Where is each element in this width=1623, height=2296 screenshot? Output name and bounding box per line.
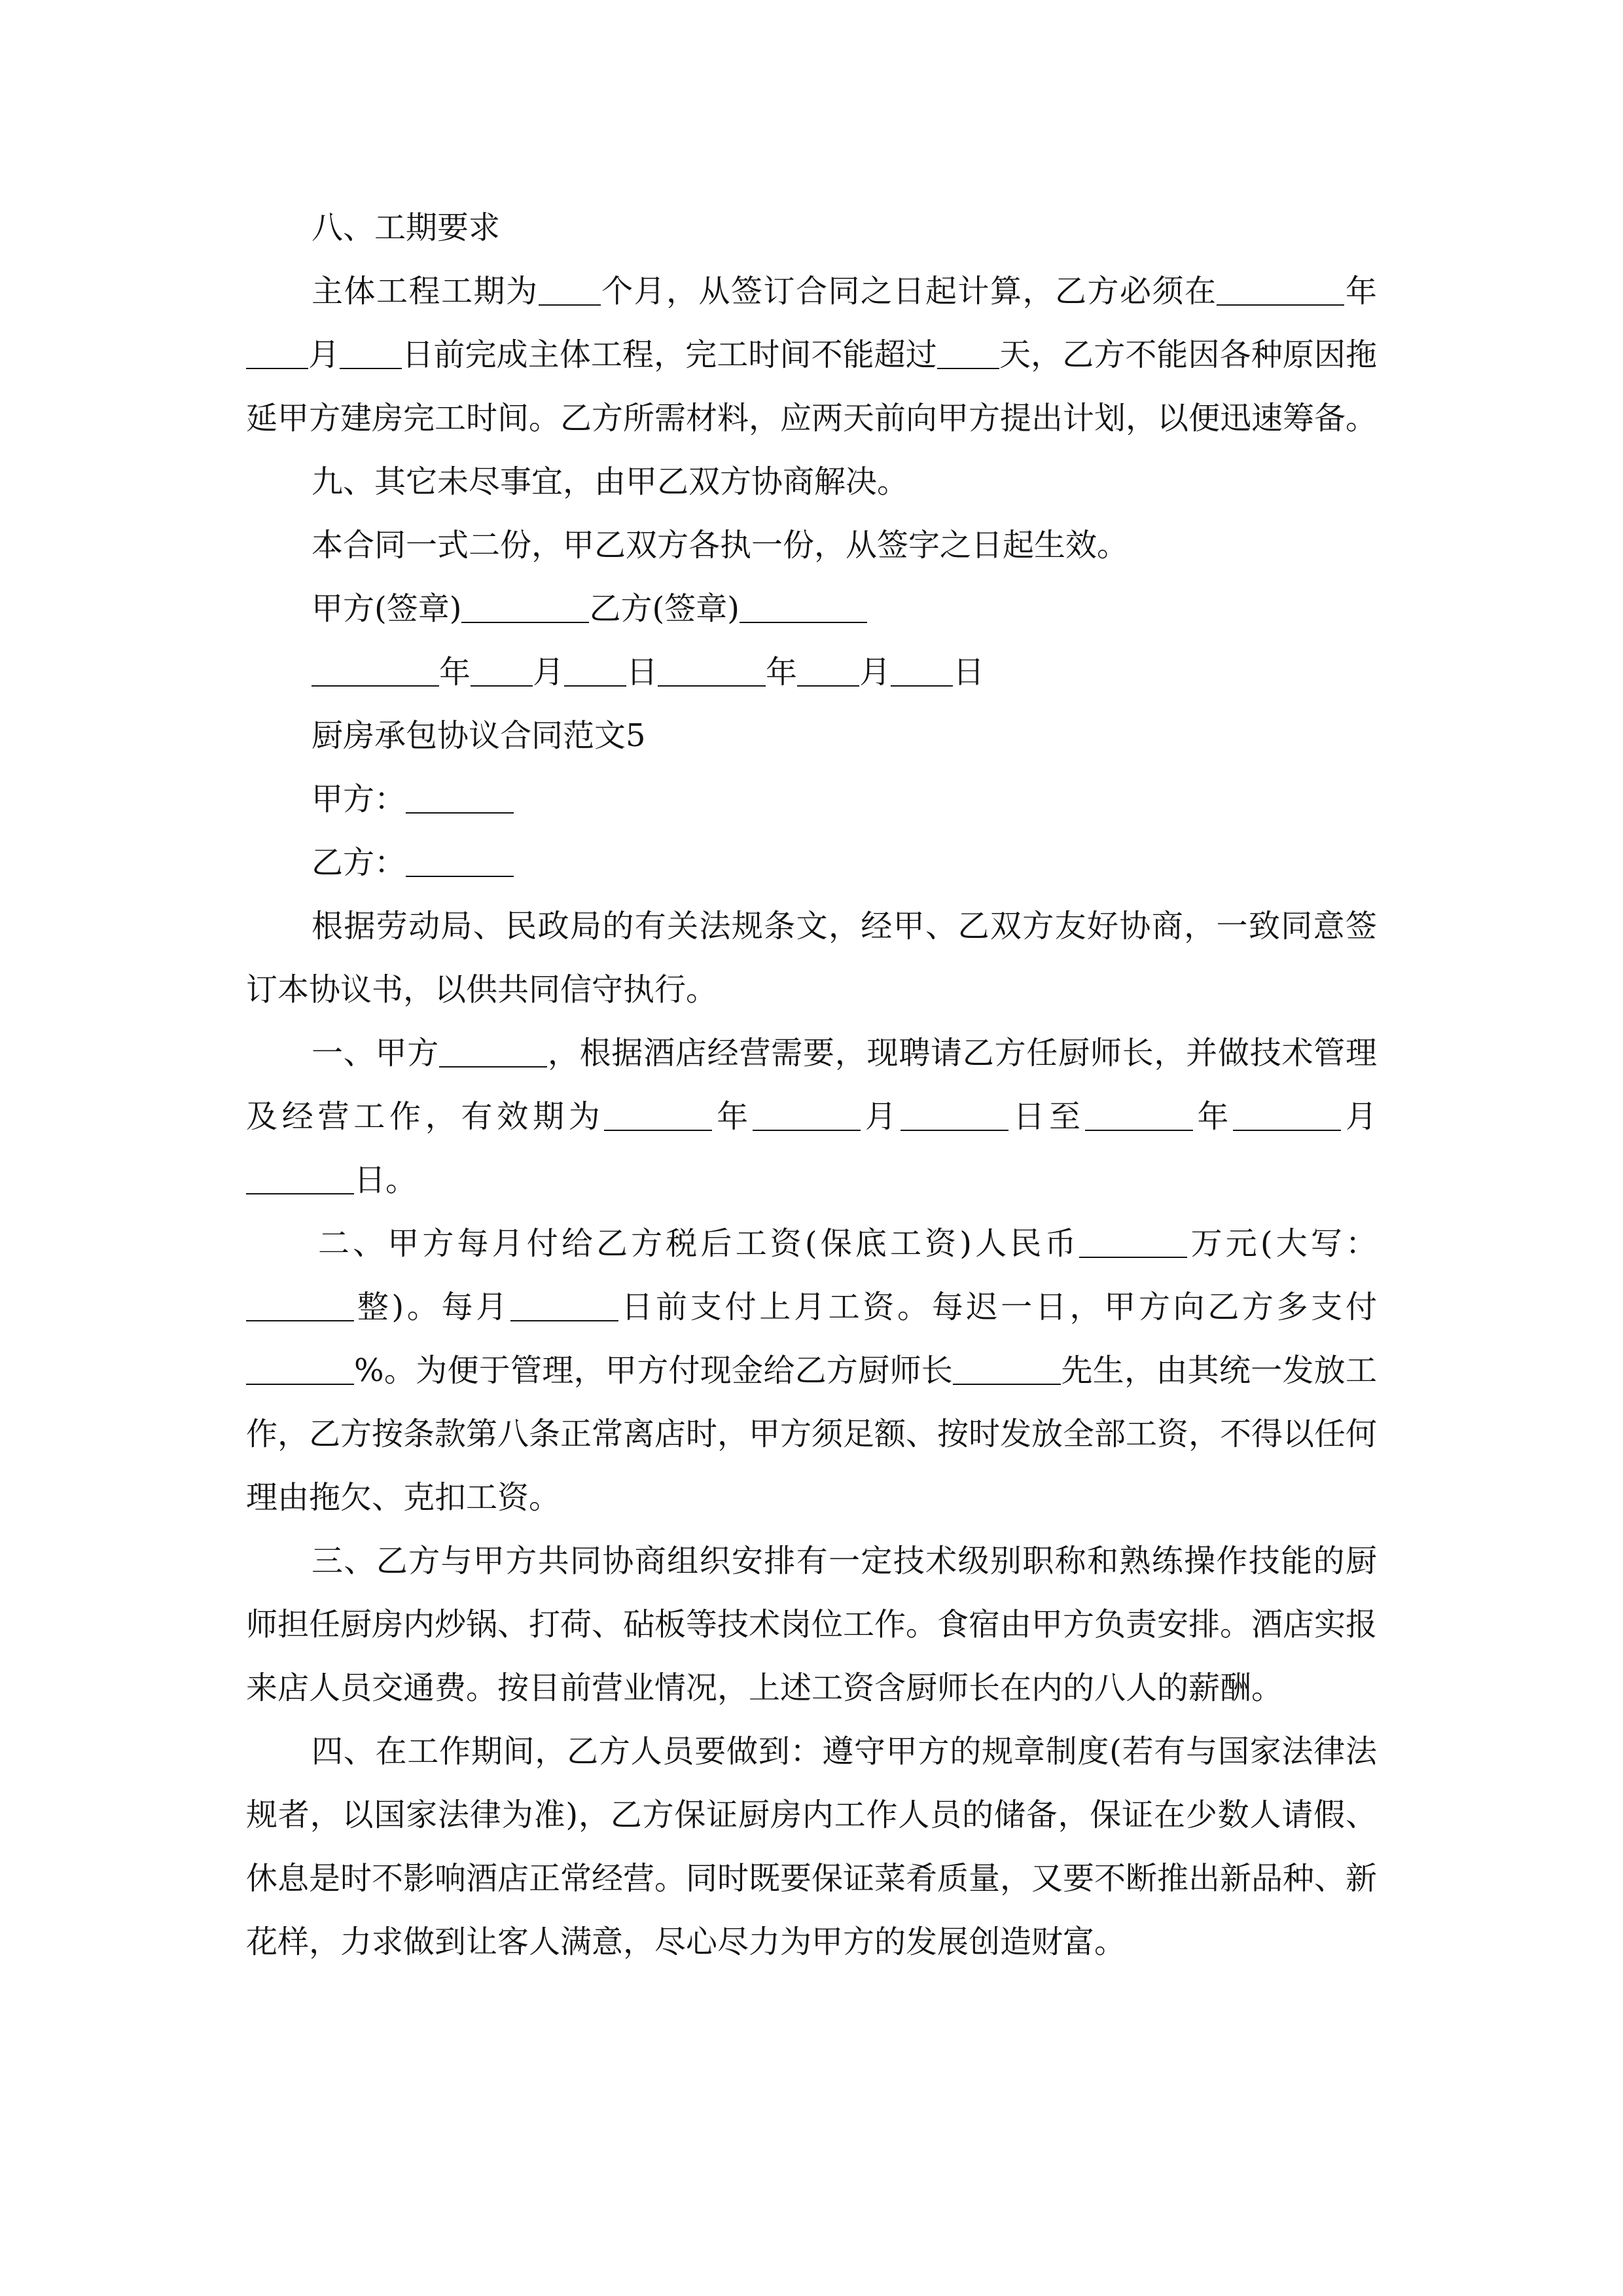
text: 万元(大写： xyxy=(1187,1225,1377,1262)
blank-line xyxy=(953,1352,1061,1385)
text: 日 xyxy=(953,654,985,691)
blank-line xyxy=(246,1162,354,1194)
party-b-label: 乙方： xyxy=(312,844,406,881)
text: 天，乙方不能因各种原因拖延甲方建房完工时间。乙方所需材料，应两天前向甲方提出计划，以便迅速筹备。 xyxy=(246,336,1378,437)
section-8-paragraph xyxy=(246,260,1377,450)
blank-line xyxy=(406,781,514,814)
blank-line xyxy=(797,654,859,687)
sign-a-label: 甲方(签章) xyxy=(312,590,462,627)
text: 一、甲方 xyxy=(312,1035,440,1071)
text: 日至 xyxy=(1008,1098,1085,1135)
blank-line xyxy=(740,590,867,623)
blank-line xyxy=(937,336,999,369)
clause-1 xyxy=(246,1022,1377,1212)
text: 年 xyxy=(1192,1098,1234,1135)
party-a-label: 甲方： xyxy=(312,781,406,817)
text: 日 xyxy=(626,654,658,691)
text: 二、甲方每月付给乙方税后工资(保底工资)人民币 xyxy=(318,1225,1080,1262)
text: 年 xyxy=(766,654,798,691)
blank-line xyxy=(753,1098,861,1131)
blank-line xyxy=(510,1289,618,1321)
section-8-heading: 八、工期要求 xyxy=(312,209,501,246)
blank-line xyxy=(604,1098,712,1131)
text: 月 xyxy=(859,654,891,691)
blank-line xyxy=(406,844,514,877)
blank-line xyxy=(246,1289,354,1321)
blank-line xyxy=(471,654,533,687)
text: 年 xyxy=(712,1098,753,1135)
text: ，根据酒店经营需要，现聘请乙方任厨师长，并做技术管理及经营工作，有效期为 xyxy=(246,1035,1377,1135)
blank-line xyxy=(439,1035,547,1067)
blank-line xyxy=(658,654,766,687)
section-9: 九、其它未尽事宜，由甲乙双方协商解决。 xyxy=(312,463,909,500)
blank-line xyxy=(1079,1225,1187,1258)
text: 月 xyxy=(860,1098,901,1135)
sign-b-label: 乙方(签章) xyxy=(589,590,740,627)
preamble: 根据劳动局、民政局的有关法规条文，经甲、乙双方友好协商，一致同意签订本协议书，以供共同信守执行。 xyxy=(246,908,1377,1008)
document-body xyxy=(246,196,1377,1974)
signature-line xyxy=(246,577,1377,641)
blank-line xyxy=(539,273,601,306)
text: 月 xyxy=(1341,1098,1377,1135)
clause-3: 三、乙方与甲方共同协商组织安排有一定技术级别职称和熟练操作技能的厨师担任厨房内炒锅、打荷、砧板等技术岗位工作。食宿由甲方负责安排。酒店实报来店人员交通费。按目前营业情况，上述工资含厨师长在内的八人的薪酬。 xyxy=(246,1543,1378,1706)
text: 年 xyxy=(1344,273,1377,310)
party-b-line xyxy=(246,831,1377,895)
text: %。为便于管理，甲方付现金给乙方厨师长 xyxy=(354,1352,954,1389)
contract-title: 厨房承包协议合同范文5 xyxy=(312,717,646,754)
text: 年 xyxy=(439,654,471,691)
blank-line xyxy=(1217,273,1344,306)
text: 日前完成主体工程，完工时间不能超过 xyxy=(402,336,937,373)
text: 先生，由其统一发放工作，乙方按条款第八条正常离店时，甲方须足额、按时发放全部工资，不得以任何理由拖欠、克扣工资。 xyxy=(246,1352,1378,1516)
text: 月 xyxy=(533,654,565,691)
clause-4: 四、在工作期间，乙方人员要做到：遵守甲方的规章制度(若有与国家法律法规者，以国家法律为准)，乙方保证厨房内工作人员的储备，保证在少数人请假、休息是时不影响酒店正常经营。同时既要保证菜肴质量，又要不断推出新品种、新花样，力求做到让客人满意，尽心尽力为甲方的发展创造财富。 xyxy=(246,1733,1378,1960)
copies-clause: 本合同一式二份，甲乙双方各执一份，从签字之日起生效。 xyxy=(312,527,1129,564)
clause-2 xyxy=(246,1212,1377,1530)
blank-line xyxy=(461,590,589,623)
blank-line xyxy=(901,1098,1008,1131)
text: 月 xyxy=(308,336,340,373)
blank-line xyxy=(891,654,953,687)
text: 日前支付上月工资。每迟一日，甲方向乙方多支付 xyxy=(618,1289,1377,1325)
blank-line xyxy=(340,336,402,369)
blank-line xyxy=(246,1352,354,1385)
text: 个月，从签订合同之日起计算，乙方必须在 xyxy=(600,273,1217,310)
blank-line xyxy=(1233,1098,1341,1131)
text: 主体工程工期为 xyxy=(312,273,539,310)
blank-line xyxy=(246,336,308,369)
party-a-line xyxy=(246,768,1377,831)
text: 整)。每月 xyxy=(354,1289,510,1325)
blank-line xyxy=(312,654,439,687)
blank-line xyxy=(1085,1098,1193,1131)
blank-line xyxy=(564,654,626,687)
date-line xyxy=(246,641,1377,704)
text: 日。 xyxy=(354,1162,418,1198)
